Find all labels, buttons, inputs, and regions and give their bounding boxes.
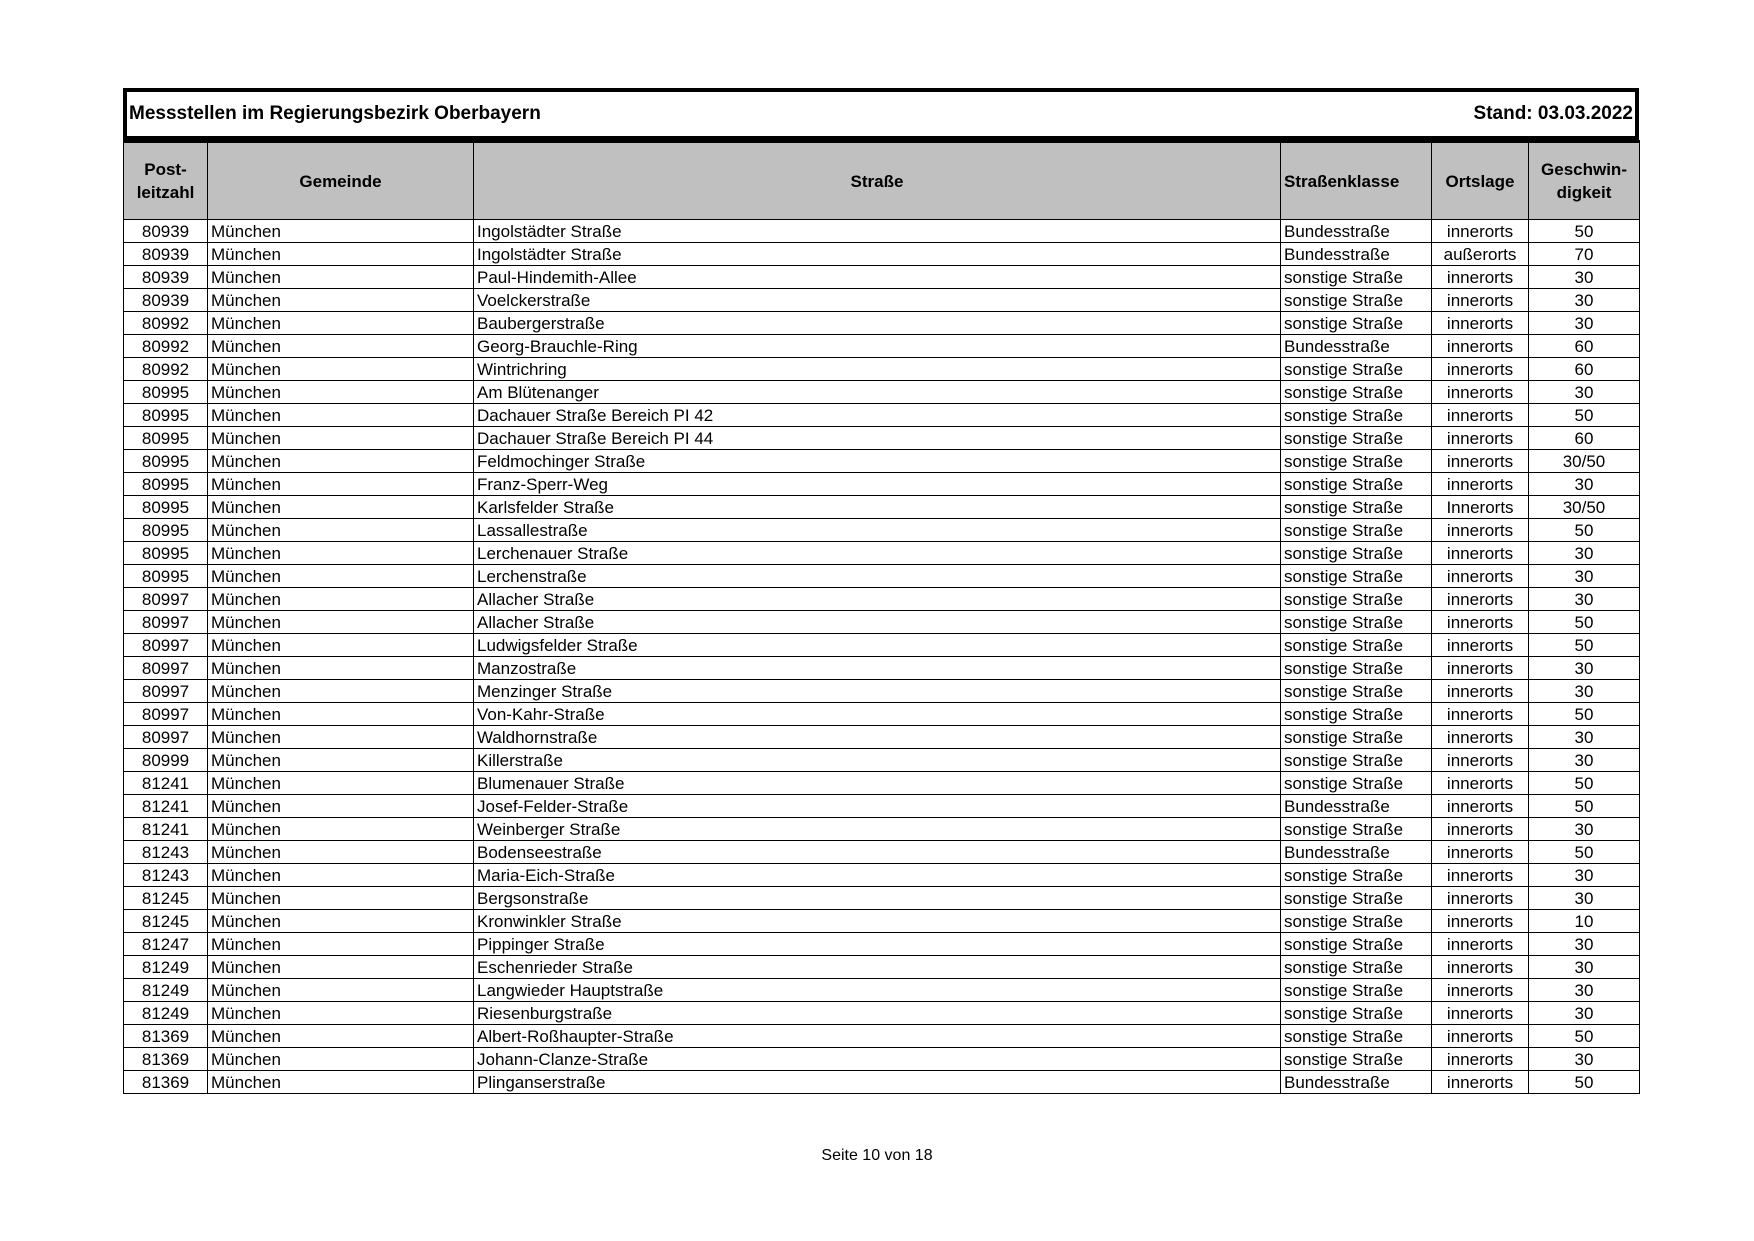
cell-postleitzahl: 80939 [124,220,208,243]
cell-strassenklasse: sonstige Straße [1281,864,1432,887]
cell-strasse: Johann-Clanze-Straße [474,1048,1281,1071]
cell-ortslage: innerorts [1432,312,1529,335]
cell-strassenklasse: Bundesstraße [1281,243,1432,266]
cell-geschwindigkeit: 50 [1529,404,1640,427]
cell-strassenklasse: sonstige Straße [1281,588,1432,611]
cell-gemeinde: München [208,818,474,841]
cell-ortslage: innerorts [1432,358,1529,381]
table-row [124,335,1640,358]
table-row [124,864,1640,887]
cell-strassenklasse: Bundesstraße [1281,1071,1432,1094]
cell-geschwindigkeit: 50 [1529,519,1640,542]
measurement-table [123,140,1640,1094]
table-row [124,887,1640,910]
cell-gemeinde: München [208,864,474,887]
cell-strassenklasse: sonstige Straße [1281,956,1432,979]
page-number: Seite 10 von 18 [821,1147,933,1164]
cell-ortslage: innerorts [1432,542,1529,565]
cell-gemeinde: München [208,243,474,266]
cell-geschwindigkeit: 30 [1529,956,1640,979]
cell-geschwindigkeit: 30 [1529,726,1640,749]
cell-strassenklasse: Bundesstraße [1281,795,1432,818]
cell-postleitzahl: 80997 [124,657,208,680]
cell-geschwindigkeit: 70 [1529,243,1640,266]
cell-strasse: Langwieder Hauptstraße [474,979,1281,1002]
table-row [124,841,1640,864]
cell-strasse: Georg-Brauchle-Ring [474,335,1281,358]
cell-ortslage: innerorts [1432,220,1529,243]
cell-geschwindigkeit: 30 [1529,588,1640,611]
cell-gemeinde: München [208,404,474,427]
cell-postleitzahl: 80992 [124,358,208,381]
table-row [124,1002,1640,1025]
cell-postleitzahl: 81249 [124,1002,208,1025]
cell-postleitzahl: 80939 [124,243,208,266]
table-row [124,473,1640,496]
cell-gemeinde: München [208,979,474,1002]
cell-geschwindigkeit: 30/50 [1529,450,1640,473]
cell-ortslage: innerorts [1432,1002,1529,1025]
cell-ortslage: innerorts [1432,565,1529,588]
cell-strasse: Bodenseestraße [474,841,1281,864]
cell-postleitzahl: 80995 [124,450,208,473]
cell-strasse: Baubergerstraße [474,312,1281,335]
table-row [124,312,1640,335]
cell-ortslage: innerorts [1432,289,1529,312]
table-row [124,818,1640,841]
cell-geschwindigkeit: 30 [1529,933,1640,956]
cell-strasse: Paul-Hindemith-Allee [474,266,1281,289]
cell-postleitzahl: 80997 [124,611,208,634]
cell-strasse: Bergsonstraße [474,887,1281,910]
cell-geschwindigkeit: 50 [1529,1025,1640,1048]
cell-postleitzahl: 81243 [124,841,208,864]
cell-postleitzahl: 81245 [124,910,208,933]
column-header-ortslage: Ortslage [1432,142,1529,220]
cell-strassenklasse: Bundesstraße [1281,335,1432,358]
cell-strasse: Riesenburgstraße [474,1002,1281,1025]
cell-postleitzahl: 80995 [124,427,208,450]
cell-geschwindigkeit: 50 [1529,634,1640,657]
cell-gemeinde: München [208,795,474,818]
cell-strassenklasse: sonstige Straße [1281,910,1432,933]
title-bar [123,88,1639,140]
cell-strassenklasse: sonstige Straße [1281,634,1432,657]
table-row [124,726,1640,749]
table-row [124,1025,1640,1048]
cell-geschwindigkeit: 30 [1529,657,1640,680]
cell-postleitzahl: 81245 [124,887,208,910]
cell-ortslage: innerorts [1432,1048,1529,1071]
cell-gemeinde: München [208,1048,474,1071]
cell-ortslage: innerorts [1432,1025,1529,1048]
cell-postleitzahl: 81243 [124,864,208,887]
cell-strassenklasse: sonstige Straße [1281,933,1432,956]
cell-strasse: Kronwinkler Straße [474,910,1281,933]
cell-gemeinde: München [208,1025,474,1048]
table-row [124,956,1640,979]
cell-strasse: Dachauer Straße Bereich PI 42 [474,404,1281,427]
cell-strassenklasse: sonstige Straße [1281,887,1432,910]
cell-ortslage: innerorts [1432,933,1529,956]
cell-gemeinde: München [208,956,474,979]
cell-postleitzahl: 81241 [124,818,208,841]
cell-gemeinde: München [208,1071,474,1094]
cell-gemeinde: München [208,335,474,358]
cell-strasse: Franz-Sperr-Weg [474,473,1281,496]
cell-gemeinde: München [208,473,474,496]
cell-postleitzahl: 80995 [124,565,208,588]
cell-strassenklasse: sonstige Straße [1281,473,1432,496]
cell-strasse: Lassallestraße [474,519,1281,542]
cell-strassenklasse: sonstige Straße [1281,818,1432,841]
cell-gemeinde: München [208,726,474,749]
cell-strassenklasse: sonstige Straße [1281,680,1432,703]
cell-gemeinde: München [208,1002,474,1025]
cell-gemeinde: München [208,772,474,795]
cell-geschwindigkeit: 30 [1529,312,1640,335]
cell-ortslage: innerorts [1432,910,1529,933]
cell-strassenklasse: sonstige Straße [1281,749,1432,772]
cell-strassenklasse: sonstige Straße [1281,289,1432,312]
cell-ortslage: innerorts [1432,703,1529,726]
cell-postleitzahl: 80995 [124,381,208,404]
table-row [124,220,1640,243]
column-header-plz: Post- leitzahl [124,142,208,220]
cell-ortslage: innerorts [1432,818,1529,841]
column-header-strasse: Straße [474,142,1281,220]
cell-strassenklasse: sonstige Straße [1281,312,1432,335]
cell-strassenklasse: sonstige Straße [1281,450,1432,473]
cell-gemeinde: München [208,266,474,289]
cell-strasse: Albert-Roßhaupter-Straße [474,1025,1281,1048]
cell-postleitzahl: 81369 [124,1048,208,1071]
cell-strasse: Killerstraße [474,749,1281,772]
column-header-gemeinde: Gemeinde [208,142,474,220]
cell-strasse: Lerchenauer Straße [474,542,1281,565]
cell-postleitzahl: 81249 [124,956,208,979]
cell-ortslage: innerorts [1432,404,1529,427]
cell-strasse: Karlsfelder Straße [474,496,1281,519]
cell-postleitzahl: 80997 [124,726,208,749]
cell-strasse: Blumenauer Straße [474,772,1281,795]
cell-gemeinde: München [208,496,474,519]
cell-gemeinde: München [208,841,474,864]
cell-ortslage: innerorts [1432,381,1529,404]
cell-strasse: Ludwigsfelder Straße [474,634,1281,657]
cell-strassenklasse: sonstige Straße [1281,657,1432,680]
cell-geschwindigkeit: 50 [1529,1071,1640,1094]
cell-ortslage: innerorts [1432,795,1529,818]
column-header-geschwindigkeit: Geschwin- digkeit [1529,142,1640,220]
cell-geschwindigkeit: 30 [1529,749,1640,772]
cell-strasse: Plinganserstraße [474,1071,1281,1094]
cell-ortslage: innerorts [1432,473,1529,496]
cell-strasse: Von-Kahr-Straße [474,703,1281,726]
cell-geschwindigkeit: 30 [1529,1048,1640,1071]
cell-ortslage: innerorts [1432,726,1529,749]
status-date: Stand: 03.03.2022 [1473,103,1633,124]
cell-gemeinde: München [208,703,474,726]
cell-gemeinde: München [208,887,474,910]
cell-geschwindigkeit: 50 [1529,841,1640,864]
table-row [124,496,1640,519]
cell-strasse: Waldhornstraße [474,726,1281,749]
cell-strasse: Josef-Felder-Straße [474,795,1281,818]
cell-postleitzahl: 81247 [124,933,208,956]
cell-postleitzahl: 80997 [124,680,208,703]
cell-geschwindigkeit: 10 [1529,910,1640,933]
cell-postleitzahl: 80992 [124,312,208,335]
table-row [124,634,1640,657]
table-row [124,450,1640,473]
cell-ortslage: innerorts [1432,749,1529,772]
cell-strassenklasse: sonstige Straße [1281,1002,1432,1025]
cell-strassenklasse: sonstige Straße [1281,703,1432,726]
cell-ortslage: innerorts [1432,611,1529,634]
cell-geschwindigkeit: 60 [1529,427,1640,450]
cell-gemeinde: München [208,519,474,542]
cell-strassenklasse: sonstige Straße [1281,496,1432,519]
table-row [124,795,1640,818]
table-row [124,1071,1640,1094]
cell-geschwindigkeit: 30 [1529,864,1640,887]
cell-gemeinde: München [208,565,474,588]
cell-strasse: Am Blütenanger [474,381,1281,404]
cell-ortslage: innerorts [1432,519,1529,542]
cell-postleitzahl: 81369 [124,1025,208,1048]
cell-ortslage: innerorts [1432,588,1529,611]
cell-gemeinde: München [208,312,474,335]
cell-ortslage: innerorts [1432,979,1529,1002]
cell-ortslage: innerorts [1432,335,1529,358]
cell-postleitzahl: 80997 [124,588,208,611]
table-row [124,243,1640,266]
cell-postleitzahl: 80995 [124,473,208,496]
cell-strassenklasse: sonstige Straße [1281,266,1432,289]
cell-gemeinde: München [208,634,474,657]
cell-strassenklasse: sonstige Straße [1281,979,1432,1002]
cell-postleitzahl: 80939 [124,289,208,312]
cell-ortslage: innerorts [1432,634,1529,657]
cell-postleitzahl: 80995 [124,519,208,542]
cell-postleitzahl: 80997 [124,634,208,657]
cell-ortslage: innerorts [1432,956,1529,979]
table-row [124,289,1640,312]
cell-postleitzahl: 80995 [124,404,208,427]
cell-strasse: Voelckerstraße [474,289,1281,312]
cell-ortslage: innerorts [1432,427,1529,450]
cell-geschwindigkeit: 60 [1529,335,1640,358]
cell-geschwindigkeit: 50 [1529,703,1640,726]
table-row [124,381,1640,404]
cell-gemeinde: München [208,657,474,680]
cell-strasse: Dachauer Straße Bereich PI 44 [474,427,1281,450]
cell-strasse: Lerchenstraße [474,565,1281,588]
cell-strassenklasse: sonstige Straße [1281,381,1432,404]
cell-postleitzahl: 80995 [124,542,208,565]
table-row [124,749,1640,772]
cell-strasse: Ingolstädter Straße [474,243,1281,266]
cell-geschwindigkeit: 30 [1529,473,1640,496]
cell-strassenklasse: sonstige Straße [1281,358,1432,381]
cell-postleitzahl: 80939 [124,266,208,289]
cell-gemeinde: München [208,450,474,473]
cell-geschwindigkeit: 30/50 [1529,496,1640,519]
table-row [124,1048,1640,1071]
cell-gemeinde: München [208,611,474,634]
cell-geschwindigkeit: 50 [1529,795,1640,818]
cell-ortslage: innerorts [1432,680,1529,703]
table-row [124,358,1640,381]
cell-gemeinde: München [208,933,474,956]
cell-strasse: Manzostraße [474,657,1281,680]
cell-geschwindigkeit: 30 [1529,979,1640,1002]
cell-ortslage: innerorts [1432,657,1529,680]
table-row [124,611,1640,634]
cell-strassenklasse: Bundesstraße [1281,220,1432,243]
cell-gemeinde: München [208,749,474,772]
cell-strasse: Weinberger Straße [474,818,1281,841]
cell-strassenklasse: Bundesstraße [1281,841,1432,864]
table-row [124,565,1640,588]
cell-postleitzahl: 80992 [124,335,208,358]
table-row [124,979,1640,1002]
cell-strasse: Pippinger Straße [474,933,1281,956]
cell-geschwindigkeit: 50 [1529,220,1640,243]
cell-strasse: Wintrichring [474,358,1281,381]
table-row [124,657,1640,680]
cell-geschwindigkeit: 30 [1529,381,1640,404]
cell-strassenklasse: sonstige Straße [1281,427,1432,450]
cell-gemeinde: München [208,289,474,312]
table-row [124,266,1640,289]
cell-geschwindigkeit: 30 [1529,887,1640,910]
cell-strassenklasse: sonstige Straße [1281,404,1432,427]
cell-strasse: Allacher Straße [474,611,1281,634]
table-row [124,772,1640,795]
table-row [124,703,1640,726]
cell-strassenklasse: sonstige Straße [1281,1048,1432,1071]
cell-geschwindigkeit: 30 [1529,289,1640,312]
cell-strasse: Maria-Eich-Straße [474,864,1281,887]
cell-strassenklasse: sonstige Straße [1281,542,1432,565]
document-title: Messstellen im Regierungsbezirk Oberbayern [129,103,541,124]
cell-ortslage: innerorts [1432,266,1529,289]
cell-strassenklasse: sonstige Straße [1281,611,1432,634]
cell-ortslage: innerorts [1432,1071,1529,1094]
table-row [124,588,1640,611]
cell-postleitzahl: 80999 [124,749,208,772]
table-row [124,542,1640,565]
cell-postleitzahl: 81241 [124,772,208,795]
cell-strasse: Menzinger Straße [474,680,1281,703]
cell-strassenklasse: sonstige Straße [1281,565,1432,588]
table-header-row [124,142,1640,220]
cell-gemeinde: München [208,358,474,381]
cell-strassenklasse: sonstige Straße [1281,772,1432,795]
cell-gemeinde: München [208,588,474,611]
cell-geschwindigkeit: 30 [1529,266,1640,289]
cell-ortslage: außerorts [1432,243,1529,266]
cell-strasse: Eschenrieder Straße [474,956,1281,979]
cell-geschwindigkeit: 30 [1529,542,1640,565]
cell-postleitzahl: 81249 [124,979,208,1002]
table-row [124,519,1640,542]
cell-ortslage: Innerorts [1432,496,1529,519]
cell-strasse: Allacher Straße [474,588,1281,611]
cell-gemeinde: München [208,542,474,565]
cell-ortslage: innerorts [1432,772,1529,795]
table-row [124,404,1640,427]
cell-postleitzahl: 81369 [124,1071,208,1094]
cell-postleitzahl: 80995 [124,496,208,519]
cell-ortslage: innerorts [1432,887,1529,910]
cell-ortslage: innerorts [1432,841,1529,864]
cell-ortslage: innerorts [1432,864,1529,887]
table-row [124,910,1640,933]
cell-ortslage: innerorts [1432,450,1529,473]
table-body [124,220,1640,1094]
cell-geschwindigkeit: 50 [1529,772,1640,795]
table-row [124,680,1640,703]
cell-geschwindigkeit: 30 [1529,818,1640,841]
column-header-strassenklasse: Straßenklasse [1281,142,1432,220]
cell-postleitzahl: 81241 [124,795,208,818]
cell-strasse: Ingolstädter Straße [474,220,1281,243]
cell-strassenklasse: sonstige Straße [1281,1025,1432,1048]
cell-geschwindigkeit: 30 [1529,565,1640,588]
cell-strassenklasse: sonstige Straße [1281,519,1432,542]
cell-gemeinde: München [208,220,474,243]
cell-geschwindigkeit: 60 [1529,358,1640,381]
cell-geschwindigkeit: 30 [1529,1002,1640,1025]
table-row [124,427,1640,450]
cell-strassenklasse: sonstige Straße [1281,726,1432,749]
cell-postleitzahl: 80997 [124,703,208,726]
cell-gemeinde: München [208,381,474,404]
cell-strasse: Feldmochinger Straße [474,450,1281,473]
cell-geschwindigkeit: 30 [1529,680,1640,703]
document-sheet [123,88,1639,1094]
table-row [124,933,1640,956]
cell-gemeinde: München [208,427,474,450]
cell-gemeinde: München [208,680,474,703]
cell-gemeinde: München [208,910,474,933]
cell-geschwindigkeit: 50 [1529,611,1640,634]
